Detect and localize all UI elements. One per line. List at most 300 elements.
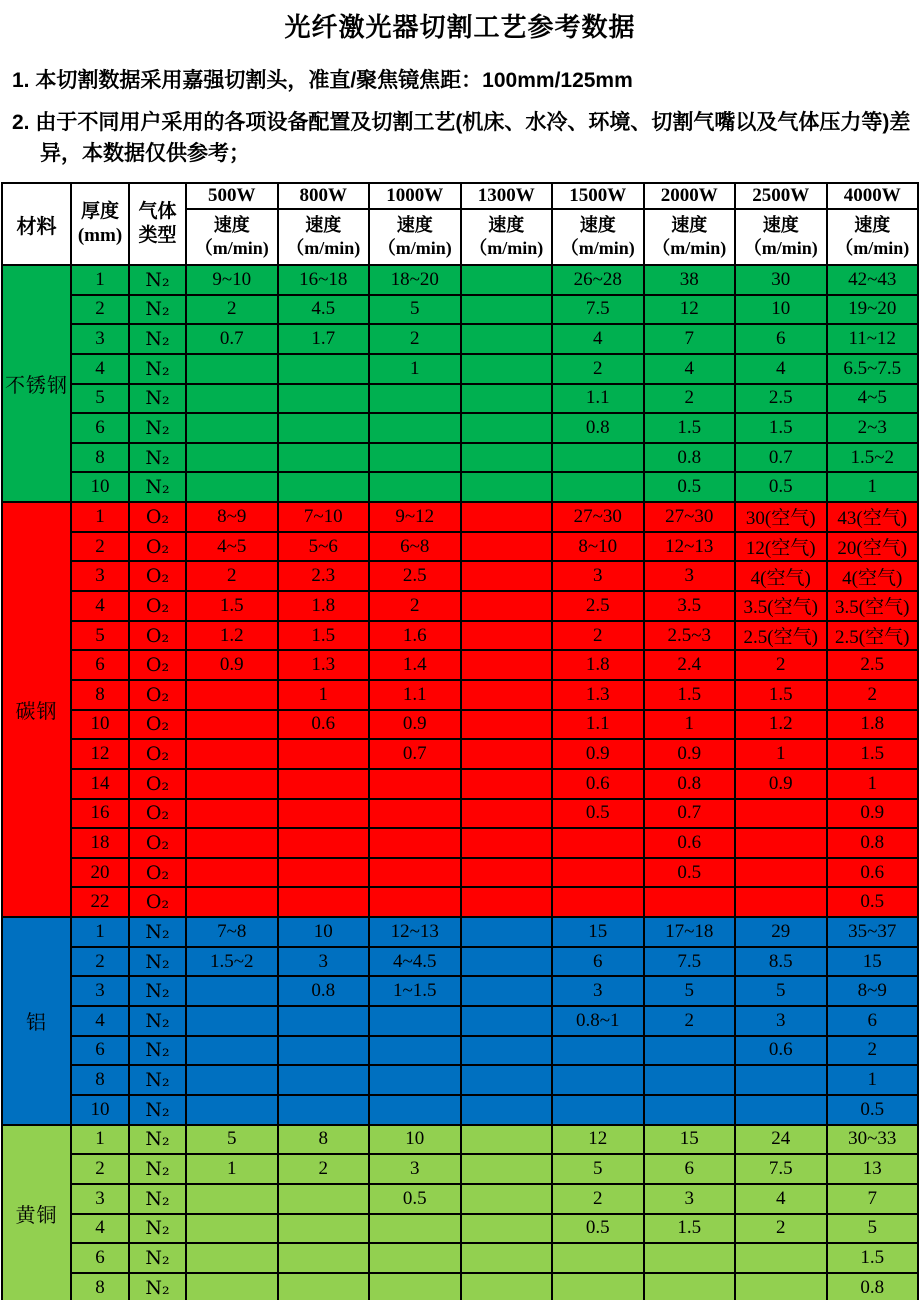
gas-cell: N₂ [129, 1184, 186, 1214]
speed-cell: 7.5 [735, 1154, 827, 1184]
speed-cell [369, 1243, 461, 1273]
thickness-cell: 2 [71, 532, 129, 562]
speed-cell [552, 887, 644, 917]
speed-cell [278, 1273, 370, 1300]
table-row [2, 650, 918, 680]
speed-cell: 3.5 [644, 591, 736, 621]
speed-cell: 1.7 [278, 324, 370, 354]
speed-cell: 0.6 [644, 828, 736, 858]
speed-cell [278, 354, 370, 384]
speed-cell: 8.5 [735, 947, 827, 977]
gas-cell: O₂ [129, 621, 186, 651]
speed-cell: 0.9 [186, 650, 278, 680]
speed-header [186, 209, 278, 265]
speed-cell [278, 443, 370, 473]
table-row [2, 354, 918, 384]
gas-cell: O₂ [129, 858, 186, 888]
speed-cell: 1.1 [369, 680, 461, 710]
thickness-cell: 22 [71, 887, 129, 917]
speed-cell [644, 1243, 736, 1273]
speed-cell: 1.5 [278, 621, 370, 651]
speed-cell: 5 [186, 1125, 278, 1155]
speed-cell [278, 1243, 370, 1273]
speed-cell: 0.9 [644, 739, 736, 769]
table-row [2, 828, 918, 858]
speed-cell: 2 [552, 621, 644, 651]
speed-cell: 0.8~1 [552, 1006, 644, 1036]
thickness-cell: 10 [71, 1095, 129, 1125]
table-row [2, 1065, 918, 1095]
thickness-cell: 18 [71, 828, 129, 858]
speed-cell: 12(空气) [735, 532, 827, 562]
speed-cell: 4 [644, 354, 736, 384]
speed-header-unit: （m/min) [743, 238, 818, 258]
speed-cell [552, 443, 644, 473]
speed-cell [186, 799, 278, 829]
thickness-cell: 8 [71, 443, 129, 473]
speed-cell: 0.6 [827, 858, 919, 888]
cutting-data-table [1, 182, 919, 1300]
speed-header-label: 速度 [305, 214, 342, 235]
speed-cell: 2.3 [278, 561, 370, 591]
power-header-row [2, 183, 918, 209]
speed-cell: 9~12 [369, 502, 461, 532]
table-row [2, 917, 918, 947]
speed-cell: 1.1 [552, 710, 644, 740]
thickness-cell: 1 [71, 502, 129, 532]
table-row [2, 1214, 918, 1244]
speed-cell [278, 828, 370, 858]
thickness-cell: 2 [71, 1154, 129, 1184]
speed-cell: 7 [827, 1184, 919, 1214]
speed-cell: 0.8 [644, 443, 736, 473]
speed-cell: 5 [369, 295, 461, 325]
gas-cell: N₂ [129, 1154, 186, 1184]
speed-cell [735, 887, 827, 917]
thickness-cell: 1 [71, 1125, 129, 1155]
table-row [2, 502, 918, 532]
speed-cell [461, 621, 553, 651]
thickness-column-header [71, 183, 129, 265]
speed-cell [644, 1095, 736, 1125]
speed-cell [278, 1065, 370, 1095]
speed-cell [369, 1006, 461, 1036]
speed-cell: 0.6 [278, 710, 370, 740]
speed-cell: 2 [186, 561, 278, 591]
speed-cell [186, 680, 278, 710]
speed-cell: 2 [552, 354, 644, 384]
speed-cell: 43(空气) [827, 502, 919, 532]
gas-cell: N₂ [129, 413, 186, 443]
speed-cell: 8~9 [186, 502, 278, 532]
speed-header-label: 速度 [671, 214, 708, 235]
speed-cell [278, 858, 370, 888]
speed-cell [278, 1006, 370, 1036]
speed-cell [461, 1125, 553, 1155]
speed-cell [186, 1273, 278, 1300]
table-row [2, 739, 918, 769]
thickness-header-label: 厚度 [80, 201, 119, 223]
speed-cell [461, 1036, 553, 1066]
speed-cell [278, 413, 370, 443]
thickness-header-unit: (mm) [77, 225, 123, 246]
speed-cell [369, 799, 461, 829]
gas-cell: O₂ [129, 561, 186, 591]
gas-cell: N₂ [129, 354, 186, 384]
speed-cell: 30(空气) [735, 502, 827, 532]
speed-cell [461, 887, 553, 917]
speed-cell [735, 858, 827, 888]
speed-cell: 2 [644, 1006, 736, 1036]
speed-cell [461, 799, 553, 829]
power-header-2000w: 2000W [644, 183, 736, 209]
speed-header [552, 209, 644, 265]
speed-cell [186, 710, 278, 740]
speed-cell [461, 1006, 553, 1036]
power-header-2500w: 2500W [735, 183, 827, 209]
thickness-cell: 3 [71, 324, 129, 354]
gas-cell: N₂ [129, 265, 186, 295]
speed-cell [369, 887, 461, 917]
thickness-cell: 2 [71, 295, 129, 325]
table-row [2, 1006, 918, 1036]
thickness-cell: 5 [71, 384, 129, 414]
speed-cell: 0.5 [827, 887, 919, 917]
speed-cell: 5 [827, 1214, 919, 1244]
speed-cell: 6 [644, 1154, 736, 1184]
speed-header-label: 速度 [762, 214, 799, 235]
speed-cell: 3 [278, 947, 370, 977]
thickness-cell: 1 [71, 917, 129, 947]
speed-cell [369, 1214, 461, 1244]
speed-cell: 1.5 [827, 739, 919, 769]
speed-cell: 1 [644, 710, 736, 740]
speed-cell: 27~30 [552, 502, 644, 532]
speed-cell [461, 710, 553, 740]
gas-cell: O₂ [129, 591, 186, 621]
table-row [2, 1273, 918, 1300]
speed-cell: 11~12 [827, 324, 919, 354]
gas-cell: O₂ [129, 502, 186, 532]
speed-cell [461, 532, 553, 562]
speed-cell [644, 887, 736, 917]
speed-cell [461, 739, 553, 769]
table-row [2, 1243, 918, 1273]
speed-cell: 7 [644, 324, 736, 354]
speed-cell: 3 [735, 1006, 827, 1036]
speed-cell: 1 [735, 739, 827, 769]
speed-cell: 1.5 [186, 591, 278, 621]
speed-cell: 15 [552, 917, 644, 947]
speed-cell: 2~3 [827, 413, 919, 443]
speed-cell: 4 [735, 354, 827, 384]
speed-cell [552, 1243, 644, 1273]
speed-cell [461, 265, 553, 295]
speed-cell: 10 [278, 917, 370, 947]
speed-cell [461, 472, 553, 502]
speed-cell [186, 384, 278, 414]
power-header-1000w: 1000W [369, 183, 461, 209]
thickness-cell: 4 [71, 591, 129, 621]
speed-cell: 0.5 [644, 472, 736, 502]
speed-cell: 1.5~2 [827, 443, 919, 473]
gas-cell: O₂ [129, 887, 186, 917]
thickness-cell: 8 [71, 1273, 129, 1300]
speed-cell: 2 [827, 680, 919, 710]
speed-cell: 1 [827, 769, 919, 799]
gas-cell: N₂ [129, 976, 186, 1006]
speed-cell [186, 1214, 278, 1244]
speed-cell: 1~1.5 [369, 976, 461, 1006]
table-row [2, 710, 918, 740]
speed-cell [186, 1184, 278, 1214]
speed-header-unit: （m/min) [652, 238, 727, 258]
speed-cell: 2 [644, 384, 736, 414]
speed-cell: 3 [369, 1154, 461, 1184]
speed-cell [461, 384, 553, 414]
thickness-cell: 3 [71, 1184, 129, 1214]
speed-cell: 2 [827, 1036, 919, 1066]
gas-cell: N₂ [129, 1273, 186, 1300]
speed-cell: 19~20 [827, 295, 919, 325]
gas-cell: N₂ [129, 917, 186, 947]
speed-cell [461, 324, 553, 354]
speed-header-label: 速度 [213, 214, 250, 235]
speed-cell: 2 [735, 650, 827, 680]
speed-header-unit: （m/min) [835, 238, 910, 258]
material-cell: 不锈钢 [2, 265, 71, 502]
gas-cell: O₂ [129, 799, 186, 829]
page [0, 7, 920, 1300]
speed-cell: 6 [827, 1006, 919, 1036]
speed-cell: 1.5 [735, 680, 827, 710]
speed-cell [461, 1243, 553, 1273]
speed-header-unit: （m/min) [469, 238, 544, 258]
table-row [2, 265, 918, 295]
speed-cell [186, 443, 278, 473]
speed-cell: 0.8 [552, 413, 644, 443]
table-row [2, 324, 918, 354]
speed-cell: 6.5~7.5 [827, 354, 919, 384]
speed-cell: 1.8 [552, 650, 644, 680]
gas-cell: O₂ [129, 710, 186, 740]
speed-cell [278, 887, 370, 917]
speed-cell: 20(空气) [827, 532, 919, 562]
speed-cell [461, 680, 553, 710]
speed-cell [369, 828, 461, 858]
speed-cell: 1.6 [369, 621, 461, 651]
speed-cell: 0.5 [735, 472, 827, 502]
speed-header-label: 速度 [396, 214, 433, 235]
speed-cell: 35~37 [827, 917, 919, 947]
speed-cell: 1 [369, 354, 461, 384]
speed-cell: 13 [827, 1154, 919, 1184]
speed-cell [186, 887, 278, 917]
speed-cell: 7~8 [186, 917, 278, 947]
speed-header [644, 209, 736, 265]
gas-cell: N₂ [129, 472, 186, 502]
speed-cell [461, 591, 553, 621]
speed-cell: 2.5 [827, 650, 919, 680]
speed-cell [552, 828, 644, 858]
gas-cell: O₂ [129, 650, 186, 680]
material-cell: 黄铜 [2, 1125, 71, 1300]
speed-cell: 1 [827, 472, 919, 502]
speed-cell: 1.5 [644, 413, 736, 443]
speed-cell: 4~5 [827, 384, 919, 414]
speed-cell [461, 1095, 553, 1125]
speed-cell [461, 828, 553, 858]
speed-header-label: 速度 [579, 214, 616, 235]
speed-cell: 7.5 [552, 295, 644, 325]
speed-cell: 4 [735, 1184, 827, 1214]
speed-cell [369, 1273, 461, 1300]
speed-cell [186, 1006, 278, 1036]
speed-cell: 2.5(空气) [827, 621, 919, 651]
speed-cell [461, 561, 553, 591]
speed-header-unit: （m/min) [377, 238, 452, 258]
thickness-cell: 6 [71, 650, 129, 680]
speed-cell: 6 [552, 947, 644, 977]
table-row [2, 1184, 918, 1214]
speed-cell [186, 769, 278, 799]
speed-cell [186, 1095, 278, 1125]
speed-cell [461, 917, 553, 947]
speed-cell [186, 354, 278, 384]
speed-cell: 0.5 [369, 1184, 461, 1214]
speed-header [461, 209, 553, 265]
speed-cell: 0.5 [644, 858, 736, 888]
speed-cell [369, 858, 461, 888]
speed-cell: 5 [735, 976, 827, 1006]
speed-header [735, 209, 827, 265]
speed-cell: 1 [827, 1065, 919, 1095]
speed-cell [278, 799, 370, 829]
gas-cell: N₂ [129, 1036, 186, 1066]
speed-cell [369, 472, 461, 502]
power-header-500w: 500W [186, 183, 278, 209]
speed-cell [461, 858, 553, 888]
speed-cell [552, 1036, 644, 1066]
speed-cell: 3.5(空气) [735, 591, 827, 621]
speed-cell [461, 443, 553, 473]
speed-cell [461, 650, 553, 680]
thickness-cell: 20 [71, 858, 129, 888]
speed-cell: 16~18 [278, 265, 370, 295]
speed-cell: 0.6 [552, 769, 644, 799]
speed-cell [461, 947, 553, 977]
thickness-cell: 6 [71, 1036, 129, 1066]
table-row [2, 947, 918, 977]
speed-cell [369, 413, 461, 443]
speed-cell [644, 1036, 736, 1066]
speed-cell [461, 1065, 553, 1095]
gas-header-line1: 气体 [138, 201, 177, 223]
notes [12, 65, 912, 169]
thickness-cell: 2 [71, 947, 129, 977]
speed-cell [278, 1036, 370, 1066]
speed-cell: 4~5 [186, 532, 278, 562]
table-row [2, 413, 918, 443]
speed-cell [461, 1214, 553, 1244]
speed-cell: 0.7 [644, 799, 736, 829]
speed-cell [369, 384, 461, 414]
speed-cell: 0.5 [827, 1095, 919, 1125]
note-2: 2. 由于不同用户采用的各项设备配置及切割工艺(机床、水冷、环境、切割气嘴以及气体压力等)差异，本数据仅供参考； [12, 111, 911, 165]
speed-cell [278, 384, 370, 414]
speed-cell [461, 976, 553, 1006]
speed-cell: 0.8 [644, 769, 736, 799]
thickness-cell: 16 [71, 799, 129, 829]
thickness-cell: 4 [71, 1006, 129, 1036]
speed-cell: 2.5~3 [644, 621, 736, 651]
speed-cell: 6~8 [369, 532, 461, 562]
speed-cell: 8 [278, 1125, 370, 1155]
speed-cell [186, 858, 278, 888]
gas-cell: N₂ [129, 1065, 186, 1095]
speed-cell: 9~10 [186, 265, 278, 295]
table-row [2, 976, 918, 1006]
speed-cell [552, 1273, 644, 1300]
gas-cell: O₂ [129, 739, 186, 769]
speed-cell [644, 1273, 736, 1300]
thickness-cell: 12 [71, 739, 129, 769]
table-row [2, 1095, 918, 1125]
speed-cell [369, 443, 461, 473]
speed-cell: 38 [644, 265, 736, 295]
material-cell: 碳钢 [2, 502, 71, 917]
gas-cell: O₂ [129, 769, 186, 799]
speed-cell: 7.5 [644, 947, 736, 977]
speed-cell [461, 1184, 553, 1214]
speed-cell: 5~6 [278, 532, 370, 562]
thickness-cell: 6 [71, 1243, 129, 1273]
speed-cell: 17~18 [644, 917, 736, 947]
speed-header [278, 209, 370, 265]
speed-cell: 1.2 [735, 710, 827, 740]
speed-cell: 18~20 [369, 265, 461, 295]
material-column-header: 材料 [2, 183, 71, 265]
speed-cell [186, 472, 278, 502]
speed-cell [461, 413, 553, 443]
speed-cell: 2 [369, 324, 461, 354]
table-header [2, 183, 918, 265]
speed-cell [735, 828, 827, 858]
table-row [2, 532, 918, 562]
thickness-cell: 8 [71, 1065, 129, 1095]
speed-cell [278, 1214, 370, 1244]
table-row [2, 1125, 918, 1155]
thickness-cell: 4 [71, 354, 129, 384]
speed-cell [461, 1154, 553, 1184]
table-row [2, 472, 918, 502]
speed-cell [735, 1065, 827, 1095]
table-row [2, 1154, 918, 1184]
table-row [2, 591, 918, 621]
speed-cell: 3.5(空气) [827, 591, 919, 621]
speed-cell: 1.5~2 [186, 947, 278, 977]
speed-cell: 24 [735, 1125, 827, 1155]
speed-cell: 0.5 [552, 1214, 644, 1244]
speed-cell: 5 [552, 1154, 644, 1184]
power-header-1300w: 1300W [461, 183, 553, 209]
thickness-cell: 1 [71, 265, 129, 295]
speed-cell: 3 [552, 976, 644, 1006]
speed-cell: 0.8 [827, 1273, 919, 1300]
speed-cell: 0.9 [369, 710, 461, 740]
speed-cell [735, 799, 827, 829]
speed-cell [186, 828, 278, 858]
